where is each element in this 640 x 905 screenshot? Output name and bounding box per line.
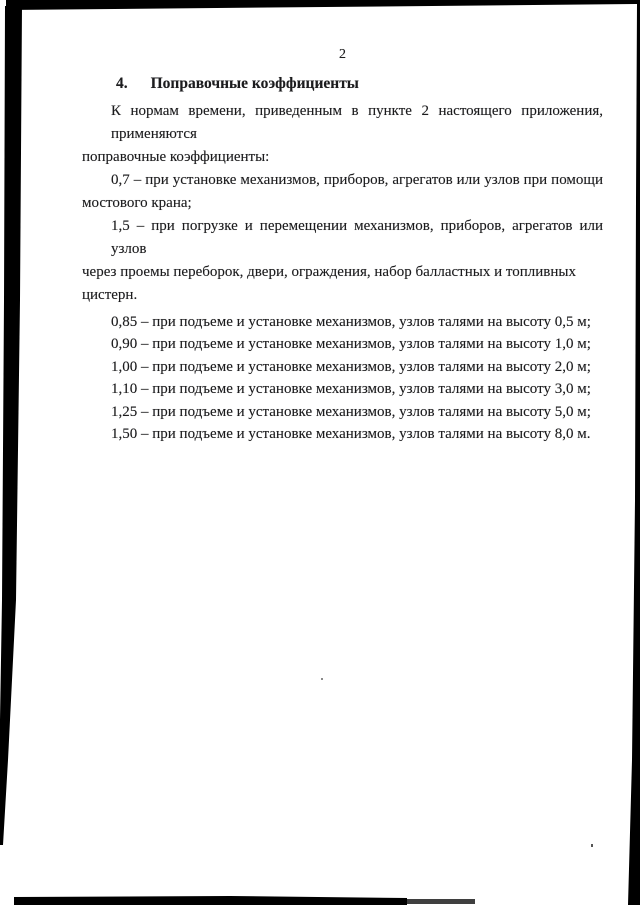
page-content — [82, 46, 603, 445]
paragraph-line: К нормам времени, приведенным в пункте 2 настоящего приложения, применяются — [111, 103, 603, 142]
scan-border-right — [624, 0, 640, 905]
section-heading — [82, 73, 603, 95]
scan-noise-speck — [321, 678, 323, 680]
paragraph-coefficient-0-7 — [82, 169, 603, 215]
coefficient-item: 0,90 – при подъеме и установке механизмов, узлов талями на высоту 1,0 м; — [111, 336, 591, 353]
scan-border-bottom — [0, 893, 640, 905]
coefficient-item: 1,50 – при подъеме и установке механизмов, узлов талями на высоту 8,0 м. — [111, 426, 591, 443]
paragraph-line: мостового крана; — [82, 195, 192, 211]
coefficient-item: 0,85 – при подъеме и установке механизмов, узлов талями на высоту 0,5 м; — [111, 314, 591, 330]
paragraph-line: через проемы переборок, двери, ограждения, набор балластных и топливных цистерн. — [82, 264, 576, 303]
coefficient-list — [82, 311, 603, 445]
coefficient-item: 1,10 – при подъеме и установке механизмов, узлов талями на высоту 3,0 м; — [111, 381, 591, 398]
section-heading-number: 4. — [116, 75, 128, 92]
paragraph-intro — [82, 100, 603, 169]
coefficient-item: 1,25 – при подъеме и установке механизмов, узлов талями на высоту 5,0 м; — [111, 403, 591, 420]
scan-border-bottom-fade — [407, 899, 475, 904]
coefficient-item: 1,00 – при подъеме и установке механизмов, узлов талями на высоту 2,0 м; — [111, 358, 591, 375]
paragraph-coefficient-1-5 — [82, 215, 603, 307]
paragraph-line: 1,5 – при погрузке и перемещении механизмов, приборов, агрегатов или узлов — [111, 218, 603, 257]
paragraph-line: поправочные коэффициенты: — [82, 149, 270, 165]
scan-border-top — [0, 0, 640, 12]
paragraph-line: 0,7 – при установке механизмов, приборов, агрегатов или узлов при помощи — [111, 172, 603, 188]
scan-border-left — [0, 0, 24, 850]
section-heading-title: Поправочные коэффициенты — [150, 75, 359, 92]
page-number: 2 — [339, 47, 346, 62]
scan-noise-speck — [591, 844, 593, 847]
